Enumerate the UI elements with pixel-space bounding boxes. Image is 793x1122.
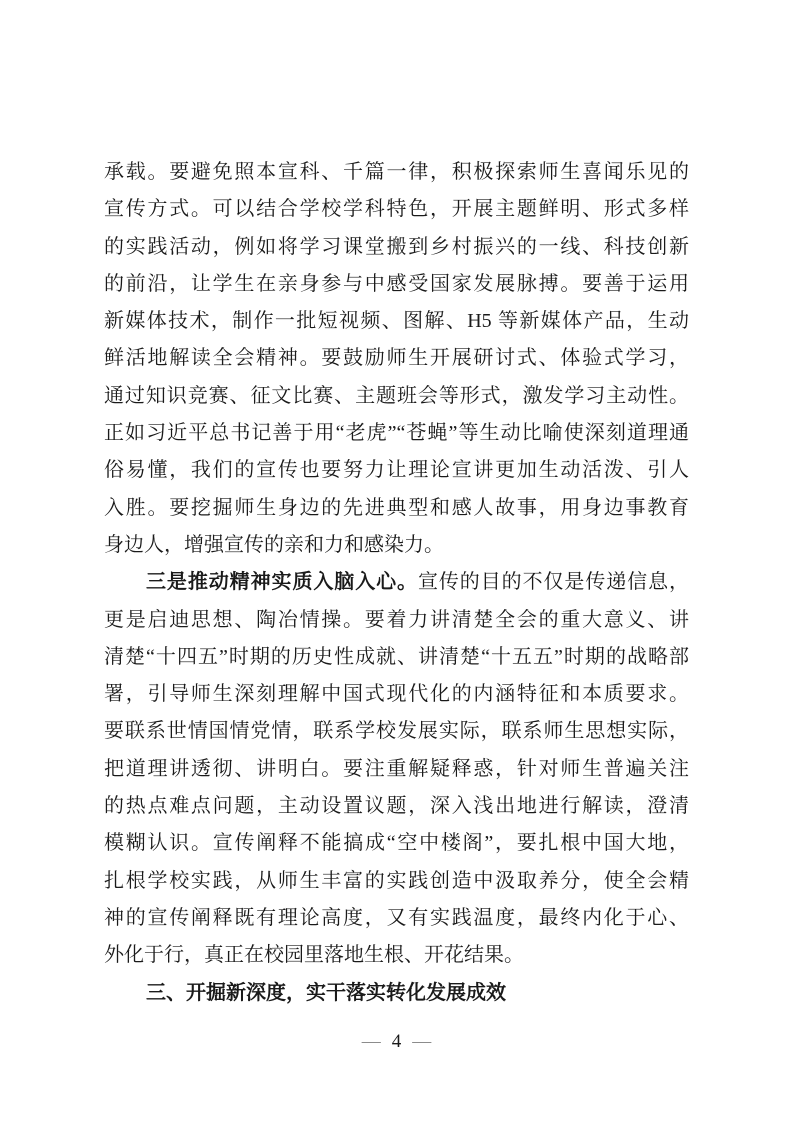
bold-text-segment: 三是推动精神实质入脑入心。 bbox=[146, 571, 418, 594]
text-line bbox=[104, 564, 689, 601]
text-line bbox=[104, 154, 689, 191]
text-line bbox=[104, 266, 689, 303]
text-segment: 更是启迪思想、陶冶情操。要着力讲清楚全会的重大意义、讲 bbox=[104, 608, 689, 631]
text-line bbox=[104, 713, 689, 750]
text-line bbox=[104, 303, 689, 340]
para-innovative-formats bbox=[104, 154, 689, 564]
footer-dash-left: — bbox=[361, 1031, 381, 1052]
text-segment: 把道理讲透彻、讲明白。要注重解疑释惑，针对师生普遍关注 bbox=[104, 757, 689, 780]
text-segment: 宣传的目的不仅是传递信息， bbox=[417, 571, 690, 594]
text-segment: 身边人，增强宣传的亲和力和感染力。 bbox=[104, 533, 444, 556]
text-line bbox=[104, 340, 689, 377]
text-line bbox=[104, 527, 689, 564]
text-segment: 扎根学校实践，从师生丰富的实践创造中汲取养分，使全会精 bbox=[104, 869, 689, 892]
text-line bbox=[104, 900, 689, 937]
text-line bbox=[104, 378, 689, 415]
para-spirit-internalization bbox=[104, 564, 689, 974]
text-segment: 的实践活动，例如将学习课堂搬到乡村振兴的一线、科技创新 bbox=[104, 235, 689, 258]
heading-section-three bbox=[104, 975, 689, 1012]
text-line bbox=[104, 788, 689, 825]
bold-text-segment: 三、开掘新深度，实干落实转化发展成效 bbox=[146, 981, 506, 1004]
text-line bbox=[104, 937, 689, 974]
text-segment: 鲜活地解读全会精神。要鼓励师生开展研讨式、体验式学习， bbox=[104, 347, 689, 370]
page-number: 4 bbox=[391, 1031, 402, 1052]
text-line bbox=[104, 452, 689, 489]
text-segment: 宣传方式。可以结合学校学科特色，开展主题鲜明、形式多样 bbox=[104, 198, 689, 221]
text-segment: 要联系世情国情党情，联系学校发展实际，联系师生思想实际， bbox=[104, 720, 689, 743]
text-segment: 清楚“十四五”时期的历史性成就、讲清楚“十五五”时期的战略部 bbox=[104, 645, 689, 668]
text-segment: 模糊认识。宣传阐释不能搞成“空中楼阁”，要扎根中国大地， bbox=[104, 832, 689, 855]
text-line bbox=[104, 415, 689, 452]
text-line bbox=[104, 825, 689, 862]
text-segment: 的热点难点问题，主动设置议题，深入浅出地进行解读，澄清 bbox=[104, 795, 689, 818]
text-line bbox=[104, 676, 689, 713]
text-line bbox=[104, 639, 689, 676]
text-segment: 承载。要避免照本宣科、千篇一律，积极探索师生喜闻乐见的 bbox=[104, 161, 689, 183]
text-line bbox=[104, 490, 689, 527]
text-segment: 正如习近平总书记善于用“老虎”“苍蝇”等生动比喻使深刻道理通 bbox=[104, 422, 689, 445]
text-line bbox=[104, 863, 689, 900]
text-line bbox=[104, 975, 689, 1012]
footer-dash-right: — bbox=[412, 1031, 432, 1052]
text-segment: 入胜。要挖掘师生身边的先进典型和感人故事，用身边事教育 bbox=[104, 496, 689, 519]
text-line bbox=[104, 751, 689, 788]
text-segment: 署，引导师生深刻理解中国式现代化的内涵特征和本质要求。 bbox=[104, 683, 689, 706]
text-line bbox=[104, 229, 689, 266]
page-footer bbox=[0, 1030, 793, 1054]
text-line bbox=[104, 191, 689, 228]
text-line bbox=[104, 602, 689, 639]
text-segment: 外化于行，真正在校园里落地生根、开花结果。 bbox=[104, 944, 524, 967]
text-segment: 的前沿，让学生在亲身参与中感受国家发展脉搏。要善于运用 bbox=[104, 272, 689, 295]
text-segment: 新媒体技术，制作一批短视频、图解、H5 等新媒体产品，生动 bbox=[104, 310, 689, 333]
text-segment: 神的宣传阐释既有理论高度，又有实践温度，最终内化于心、 bbox=[104, 906, 689, 929]
document-body bbox=[104, 154, 689, 1012]
text-segment: 通过知识竞赛、征文比赛、主题班会等形式，激发学习主动性。 bbox=[104, 384, 689, 407]
text-segment: 俗易懂，我们的宣传也要努力让理论宣讲更加生动活泼、引人 bbox=[104, 459, 689, 482]
